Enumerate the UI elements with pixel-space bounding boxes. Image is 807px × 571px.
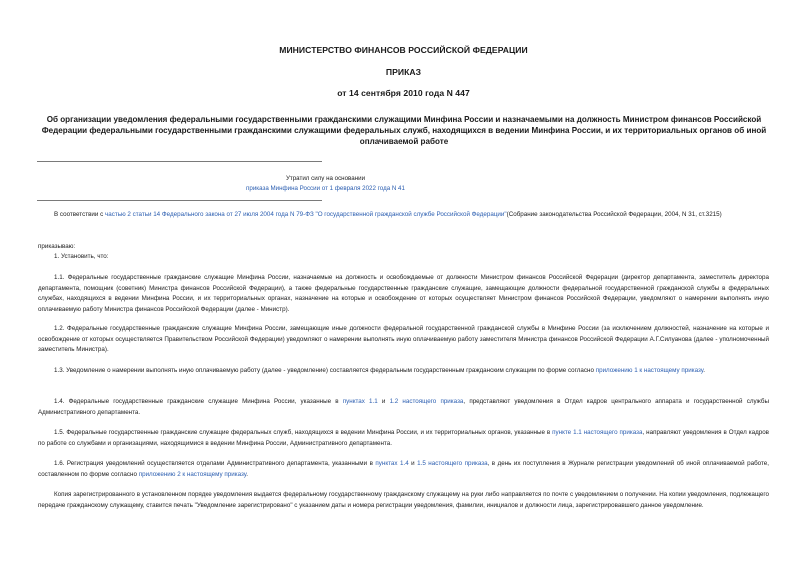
clause-1-2-link[interactable]: 1.2 настоящего приказа [389, 398, 464, 405]
law-link[interactable]: частью 2 статьи 14 Федерального закона от 27 июля 2004 года N 79-ФЗ "О государственной гражданской службе Российской Федерации" [104, 211, 507, 218]
clause-1-4-link[interactable]: пунктах 1.4 [375, 460, 409, 467]
status-link[interactable]: приказа Минфина России от 1 февраля 2022 года N 41 [246, 185, 405, 192]
ministry-heading: МИНИСТЕРСТВО ФИНАНСОВ РОССИЙСКОЙ ФЕДЕРАЦИИ [279, 45, 528, 55]
paragraph-1-2: 1.2. Федеральные государственные гражданские служащие Минфина России, замещающие иные должности федеральной государственной гражданской службы в Минфине России (за исключением должностей, назначение на которые и освобождение от которых осуществляется Правительством Российской Федерации) уведомляют о намерении выполнять иную оплачиваемую работу заместителя Министра финансов Российской Федерации А.Г.Силуанова (далее - уполномоченный заместитель Министра). [38, 325, 769, 354]
paragraph-1-1: 1.1. Федеральные государственные гражданские служащие Минфина России, назначаемые на должность и освобождаемые от должности Министром финансов Российской Федерации (директор департамента, заместитель директора департамента, помощник (советник) Министра финансов Российской Федерации), а также федеральные государственные гражданские служащие, замещающие должности федеральной государственной гражданской службы в федеральных службах, находящихся в ведении Минфина России, и их территориальных органах, назначение на которые и освобождение от которых осуществляет Министром финансов Российской Федерации, уведомляют о намерении выполнять иную оплачиваемую работу Министра финансов Российской Федерации (далее - Министр). [38, 274, 769, 314]
document-title: Об организации уведомления федеральными государственными гражданскими служащими Минфина России и назначаемыми на должность Министром финансов Российской Федерации федеральными государственными гражданскими служащими федеральных служб, находящихся в ведении Минфина России, и их территориальных органов об иной оплачиваемой работе [41, 115, 767, 147]
divider-bottom [37, 200, 322, 201]
paragraph-1-3: 1.3. Уведомление о намерении выполнять иную оплачиваемую работу (далее - уведомление) составляется федеральным государственным гражданским служащим по форме согласно приложению 1 к настоящему приказу. [54, 367, 706, 374]
appendix-1-link[interactable]: приложению 1 к настоящему приказу [595, 367, 704, 374]
clause-1-1-link[interactable]: пунктах 1.1 [342, 398, 378, 405]
paragraph-1: 1. Установить, что: [54, 253, 109, 260]
clause-1-5-link[interactable]: 1.5 настоящего приказа [417, 460, 488, 467]
order-word: приказываю: [38, 243, 76, 250]
clause-1-1-ref-link[interactable]: пункте 1.1 настоящего приказа [552, 429, 643, 436]
paragraph-1-5: 1.5. Федеральные государственные гражданские служащие федеральных служб, находящихся в ведении Минфина России, и их территориальных органов, указанные в пункте 1.1 настоящего приказа, направляют уведомления в Отдел кадров по работе со службами и организациями, находящимися в ведении Минфина России, Административного департамента. [38, 429, 769, 447]
status-note: Утратил силу на основании [285, 175, 366, 182]
preamble-paragraph: В соответствии с частью 2 статьи 14 Федерального закона от 27 июля 2004 года N 79-ФЗ "О государственной гражданской службе Российской Федерации"(Собрание законодательства Российской Федерации, 2004, N 31, ст.3215) [54, 211, 722, 218]
paragraph-copy: Копия зарегистрированного в установленном порядке уведомления выдается федеральному государственному гражданскому служащему на руки либо направляется по почте с уведомлением о получении. На копии уведомления, подлежащего передаче гражданскому служащему, ставится печать "Уведомление зарегистрировано" с указанием даты и номера регистрации уведомления, фамилии, инициалов и должности лица, зарегистрировавшего данное уведомление. [38, 491, 769, 509]
appendix-2-link[interactable]: приложению 2 к настоящему приказу [138, 470, 247, 478]
divider-top [37, 161, 322, 162]
date-number-heading: от 14 сентября 2010 года N 447 [337, 88, 470, 98]
paragraph-1-6: 1.6. Регистрация уведомлений осуществляется отделами Административного департамента, указанными в пунктах 1.4 и 1.5 настоящего приказа, в день их поступления в Журнале регистрации уведомлений об иной оплачиваемой работе, составленном по форме согласно приложению 2 к настоящему приказу. [38, 460, 769, 478]
doc-type-heading: ПРИКАЗ [385, 67, 422, 77]
paragraph-1-4: 1.4. Федеральные государственные гражданские служащие Минфина России, указанные в пунктах 1.1 и 1.2 настоящего приказа, представляют уведомления в Отдел кадров центрального аппарата и государственной службы Административного департамента. [38, 398, 769, 416]
